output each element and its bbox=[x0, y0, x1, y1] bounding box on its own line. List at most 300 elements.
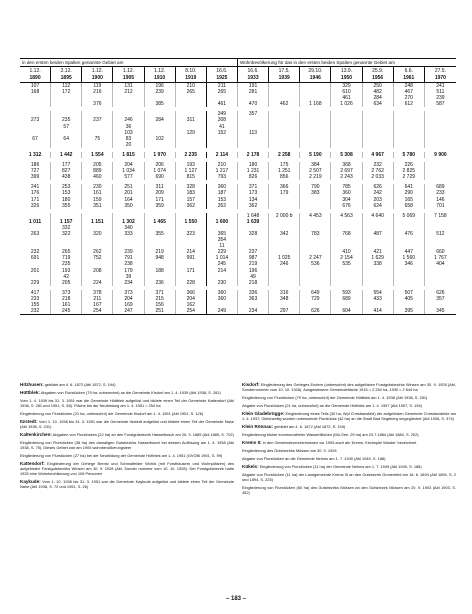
footnote-text: gebildet am 4. 6. 1872 (Abl 1872, S. 194) bbox=[44, 382, 116, 387]
footnote bbox=[242, 464, 456, 469]
table-cell: 355 bbox=[145, 231, 176, 237]
table-cell: 153 bbox=[207, 197, 238, 203]
table-cell: 219 bbox=[238, 261, 269, 267]
table-cell: 612 bbox=[394, 101, 425, 107]
header-year: 1895 bbox=[60, 74, 72, 81]
table-cell: 357 bbox=[436, 295, 445, 302]
table-cell: 336 bbox=[238, 290, 269, 296]
footnote bbox=[20, 432, 234, 437]
footnotes bbox=[20, 382, 456, 498]
table-cell: 610 bbox=[331, 89, 362, 95]
table-cell: 350 bbox=[113, 203, 144, 209]
table-cell: 1 312 bbox=[20, 152, 51, 158]
table-cell: 658 bbox=[394, 203, 425, 209]
table-cell: 265 bbox=[207, 89, 238, 95]
table-cell: 487 bbox=[363, 231, 394, 237]
header-column bbox=[207, 67, 238, 82]
table-cell: 593 bbox=[331, 290, 362, 296]
table-cell: 414 bbox=[363, 308, 394, 314]
table-cell: 362 bbox=[238, 203, 269, 209]
header-year: 1890 bbox=[29, 74, 41, 81]
page-number: – 183 – bbox=[225, 596, 247, 602]
table-cell: 214 bbox=[176, 249, 207, 255]
header-column bbox=[113, 67, 144, 82]
table-cell: 577 bbox=[113, 174, 144, 180]
footnote-text: Eingliederung der Gehege Brentz und Schmalfelder Wohld (mit Forsthäusern und Wohnplätzen) des aufgelösten Forstgutsbezirks Winsen am 30. 9. 1928 (Abl, Sonder nummer vom 10. 10. 1928). Der Forstgutsbezirk hatte 1925 eine Wohnbevölkerung von 106 Personen bbox=[20, 461, 234, 476]
footnote-text: gebildet am 4. 6. 1872 (Abl 1872, S. 194) bbox=[274, 424, 346, 429]
footnote-title: Itzstedt: bbox=[20, 419, 38, 424]
table-cell: 235 bbox=[51, 261, 82, 267]
table-cell: 554 bbox=[363, 290, 394, 296]
table-cell: 470 bbox=[238, 101, 269, 107]
table-cell: 2 258 bbox=[269, 152, 300, 158]
table-cell: 690 bbox=[145, 174, 176, 180]
table-cell: 245 bbox=[207, 261, 238, 267]
table-cell: 783 bbox=[300, 231, 331, 237]
table-cell: 284 bbox=[363, 95, 394, 101]
table-cell: 113 bbox=[238, 130, 269, 136]
table-cell: 2 033 bbox=[363, 174, 394, 180]
table-cell: 206 bbox=[145, 162, 176, 168]
table-cell: 75 bbox=[82, 136, 113, 142]
footnote-text: Vom 1. 10. 1938 bis 31. 3. 1951 war die Gemeinde Itzstedt aufgelöst und bildete einen Teil der Gemeinde Nahe (Abl 1938, S. 231) bbox=[20, 419, 234, 429]
footnote-title: Hitzhusen: bbox=[20, 382, 44, 387]
table-cell: 273 bbox=[20, 117, 51, 123]
footnote bbox=[20, 479, 234, 489]
header-column bbox=[20, 67, 51, 82]
table-cell: 251 bbox=[145, 308, 176, 314]
table-cell: 1 815 bbox=[113, 152, 144, 158]
table-cell: 727 bbox=[20, 168, 51, 174]
table-cell: 624 bbox=[363, 203, 394, 209]
table-cell: 371 bbox=[145, 290, 176, 296]
table-cell: 1 600 bbox=[207, 219, 238, 225]
table-cell: 179 bbox=[113, 268, 144, 274]
table-cell: 604 bbox=[331, 308, 362, 314]
table-cell: 1 168 bbox=[300, 101, 331, 107]
header-date: 27.5. bbox=[434, 68, 446, 74]
header-year: 1925 bbox=[216, 74, 228, 81]
table-cell: 232 bbox=[363, 162, 394, 168]
footnote bbox=[20, 382, 234, 387]
footnote-title: Klein Rönnau: bbox=[242, 424, 274, 429]
table-cell: 1 014 bbox=[207, 255, 238, 261]
table-cell: 641 bbox=[394, 184, 425, 190]
table-cell: 239 bbox=[113, 249, 144, 255]
table-cell: 329 bbox=[331, 83, 362, 89]
footnote-text: Eingliederung des Geheges Endern (unbewohnt) des aufgelösten Forstgutsbezirks Winsen am 30. 9. 1928 (Abl, Sondernummer vom 10. 10. 1928). Ausgewiesene Gemeindefläche 1915 = 2 254 ha, 1930 = 2 644 ha bbox=[242, 382, 456, 392]
table-cell: 785 bbox=[331, 184, 362, 190]
table-cell: 2 000 b bbox=[269, 213, 300, 219]
table-cell: 752 bbox=[82, 255, 113, 261]
footnote-text: Eingliederung von Flurstücken (79 ha, unbewohnt) der Gemeinde Hüttblek am 1. 4. 1938 (Abl 1938, S. 281) bbox=[242, 395, 428, 400]
table-cell: 476 bbox=[394, 231, 425, 237]
footnote-title: Klein Gladebrügge: bbox=[242, 411, 285, 416]
table-cell: 701 bbox=[436, 202, 445, 209]
table-cell: 385 bbox=[145, 101, 176, 107]
table-cell: 11 bbox=[207, 243, 238, 249]
footnotes-left bbox=[20, 382, 234, 498]
table-cell: 254 bbox=[176, 308, 207, 314]
table-cell: 180 bbox=[238, 162, 269, 168]
footnote-title: Kisdorf: bbox=[242, 382, 260, 387]
footnote-text: Eingliederung von Flurstücken (60 ha) des Gutsbezirks Mössen an den Gutsbezirk Mössen am 20. 9. 1903 (Abl 1903, S. 452) bbox=[242, 485, 456, 495]
table-cell: 323 bbox=[176, 231, 207, 237]
table-cell: 281 bbox=[238, 89, 269, 95]
table-cell: 171 bbox=[176, 268, 207, 274]
table-cell: 360 bbox=[207, 290, 238, 296]
table-cell: 168 bbox=[20, 89, 51, 95]
table-cell: 171 bbox=[20, 197, 51, 203]
table-cell: 349 bbox=[207, 111, 238, 117]
table-body bbox=[20, 83, 456, 317]
footnote-text: Abgabe von Flurstücken (21 ha, unbewohnt) an die Gemeinde Hüttblek am 1. 4. 1957 (Abl 1957, S. 154) bbox=[242, 403, 422, 408]
table-cell: 373 bbox=[51, 290, 82, 296]
table-cell: 218 bbox=[51, 296, 82, 302]
header-date: 17.5. bbox=[278, 68, 290, 74]
table-cell: 461 bbox=[331, 95, 362, 101]
table-cell: 247 bbox=[113, 308, 144, 314]
table-cell: 57 bbox=[51, 124, 82, 130]
footnote-text: Eingliederung bisher kommunalfreier Wasserflächen (Mü-See, 29 ha) am 23.7.1884 (Abl 1884, S. 202) bbox=[242, 432, 419, 437]
table-cell: 219 bbox=[145, 249, 176, 255]
footnote-title: Kattendorf: bbox=[20, 461, 45, 466]
table-cell: 20 bbox=[113, 142, 144, 148]
table-cell: 987 bbox=[238, 255, 269, 261]
table-cell: 461 bbox=[207, 101, 238, 107]
table-cell: 345 bbox=[436, 308, 445, 315]
header-date: 6.6. bbox=[404, 68, 413, 74]
table-cell: 676 bbox=[331, 203, 362, 209]
table-cell: 246 bbox=[113, 117, 144, 123]
table-cell: 270 bbox=[394, 95, 425, 101]
table-cell: 205 bbox=[82, 162, 113, 168]
header-year: 1910 bbox=[154, 74, 166, 81]
table-cell: 102 bbox=[145, 136, 176, 142]
table-cell: 2 825 bbox=[394, 168, 425, 174]
table-cell: 460 bbox=[82, 174, 113, 180]
table-cell: 172 bbox=[51, 89, 82, 95]
table-cell: 512 bbox=[436, 230, 445, 237]
table-cell: 36 bbox=[113, 124, 144, 130]
table-cell: 4 967 bbox=[363, 152, 394, 158]
table-cell: 1 034 bbox=[113, 168, 144, 174]
table-cell: 246 bbox=[269, 261, 300, 267]
footnotes-right bbox=[242, 382, 456, 498]
header-column bbox=[51, 67, 82, 82]
table-cell: 649 bbox=[300, 290, 331, 296]
footnote-text: Eingliederung von Flurstücken (38 ha) des damaligen Gutsbezirks Hasselbusch bei dessen Auflösung am 1. 4. 1938 (Abl 1938, S. 75). Dieses Gebiet war am 1905 wohnbevölkerungsleer bbox=[20, 440, 234, 450]
footnote-title: Krems II: bbox=[242, 440, 262, 445]
table-cell: 103 bbox=[113, 130, 144, 136]
table-cell: 214 bbox=[207, 268, 238, 274]
table-cell: 156 bbox=[145, 302, 176, 308]
header-column bbox=[363, 67, 394, 82]
table-cell: 689 bbox=[331, 296, 362, 302]
table-cell: 587 bbox=[436, 101, 445, 108]
table-cell: 626 bbox=[363, 184, 394, 190]
table-cell: 180 bbox=[51, 197, 82, 203]
table-cell: 262 bbox=[82, 249, 113, 255]
footnote-title: Kaykude: bbox=[20, 479, 41, 484]
header-date: 16.6. bbox=[216, 68, 228, 74]
table-cell: 326 bbox=[20, 203, 51, 209]
footnote bbox=[20, 453, 234, 458]
table-cell: 186 bbox=[20, 162, 51, 168]
header-column bbox=[425, 67, 456, 82]
table-cell: 164 bbox=[113, 197, 144, 203]
table-cell: 249 bbox=[207, 308, 238, 314]
table-cell: 1 465 bbox=[145, 219, 176, 225]
table-cell: 373 bbox=[113, 290, 144, 296]
table-cell: 405 bbox=[394, 296, 425, 302]
footnote-text: Eingliederung von Flurstücken (21 ha, unbewohnt) der Gemeinde Kisdorf am 1. 4. 1951 (Abl 1951, S. 126) bbox=[20, 411, 204, 416]
table-cell: 689 bbox=[436, 184, 445, 191]
table-cell: 308 bbox=[207, 117, 238, 123]
header-column bbox=[300, 67, 331, 82]
table-cell: 691 bbox=[20, 255, 51, 261]
table-cell: 83 bbox=[113, 136, 144, 142]
table-cell: 366 bbox=[269, 184, 300, 190]
table-cell: 1 151 bbox=[82, 219, 113, 225]
table-cell: 5 190 bbox=[300, 152, 331, 158]
table-cell: 284 bbox=[145, 117, 176, 123]
table-cell: 507 bbox=[394, 290, 425, 296]
table-cell: 129 bbox=[176, 130, 207, 136]
header-year: 1900 bbox=[91, 74, 103, 81]
table-cell: 134 bbox=[238, 197, 269, 203]
header-date: 1.12. bbox=[122, 68, 135, 74]
footnote-text: Eingliederung des Gutsbezirks Mössen am 30. 9. 1928 bbox=[242, 448, 337, 453]
table-cell: 216 bbox=[82, 89, 113, 95]
table-cell: 159 bbox=[82, 197, 113, 203]
table-cell: 791 bbox=[113, 255, 144, 261]
footnote-text: Eingliederung von Flurstücken (27 ha) bei der Neubildung der Gemeinde Hüttblek am 1. 4. 1951 (GVOBl 1951, S. 99) bbox=[20, 453, 223, 458]
footnote bbox=[20, 440, 234, 450]
table-cell: 328 bbox=[176, 184, 207, 190]
table-cell: 193 bbox=[51, 268, 82, 274]
table-cell: 169 bbox=[113, 302, 144, 308]
header-column bbox=[331, 67, 362, 82]
table-cell: 1 648 bbox=[238, 213, 269, 219]
table-cell: 1 554 bbox=[82, 152, 113, 158]
table-cell: 187 bbox=[207, 190, 238, 196]
table-cell: 362 bbox=[176, 203, 207, 209]
table-cell: 363 bbox=[238, 296, 269, 302]
table-cell: 239 bbox=[436, 95, 445, 102]
footnote bbox=[242, 448, 456, 453]
footnote-text: Abgaben von Flurstücken (22 ha) an den Forstgutsbezirk Hasselbusch am 26. 3. 1885 (Abl 1885, S. 702) bbox=[52, 432, 234, 437]
table-cell: 5 308 bbox=[331, 152, 362, 158]
table-cell: 250 bbox=[363, 83, 394, 89]
table-cell: 119 bbox=[82, 83, 113, 89]
footnote bbox=[242, 456, 456, 461]
table-cell: 1 026 bbox=[331, 101, 362, 107]
table-cell: 311 bbox=[145, 184, 176, 190]
table-cell: 239 bbox=[145, 89, 176, 95]
table-cell: 251 bbox=[113, 184, 144, 190]
table-cell: 237 bbox=[82, 117, 113, 123]
table-cell: 263 bbox=[20, 231, 51, 237]
table-cell: 359 bbox=[145, 203, 176, 209]
table-cell: 395 bbox=[394, 308, 425, 314]
table-cell: 146 bbox=[436, 196, 445, 203]
table-cell: 196 bbox=[238, 268, 269, 274]
table-cell: 4 453 bbox=[300, 213, 331, 219]
table-cell: 230 bbox=[207, 280, 238, 286]
table-cell: 153 bbox=[51, 190, 82, 196]
table-cell: 210 bbox=[207, 162, 238, 168]
table-cell: 1 127 bbox=[176, 168, 207, 174]
table-cell: 1 025 bbox=[269, 255, 300, 261]
table-cell: 177 bbox=[51, 162, 82, 168]
table-cell: 438 bbox=[51, 174, 82, 180]
table-cell: 234 bbox=[238, 308, 269, 314]
header-date: 1.12. bbox=[91, 68, 103, 74]
header-year: 1933 bbox=[247, 74, 259, 81]
table-cell: 991 bbox=[176, 255, 207, 261]
table-cell: 131 bbox=[113, 83, 144, 89]
table-cell: 2 243 bbox=[331, 174, 362, 180]
table-cell: 152 bbox=[207, 130, 238, 136]
table-cell: 360 bbox=[331, 190, 362, 196]
table-cell: 384 bbox=[300, 162, 331, 168]
table-cell: 1 217 bbox=[207, 168, 238, 174]
table-cell: 254 bbox=[82, 308, 113, 314]
footnote bbox=[242, 424, 456, 429]
table-cell: 41 bbox=[207, 124, 238, 130]
table-cell: 162 bbox=[176, 302, 207, 308]
table-cell: 467 bbox=[394, 89, 425, 95]
table-cell: 242 bbox=[363, 190, 394, 196]
table-cell: 209 bbox=[145, 190, 176, 196]
footnote bbox=[242, 395, 456, 400]
table-cell: 511 bbox=[436, 89, 445, 96]
table-cell: 365 bbox=[207, 231, 238, 237]
table-cell: 4 640 bbox=[363, 213, 394, 219]
table-cell: 322 bbox=[51, 231, 82, 237]
table-cell: 536 bbox=[300, 261, 331, 267]
table-bottom-rule bbox=[20, 314, 456, 317]
table-cell: 175 bbox=[269, 162, 300, 168]
table-cell: 228 bbox=[176, 280, 207, 286]
footnote bbox=[242, 432, 456, 437]
table-cell: 183 bbox=[176, 190, 207, 196]
header-date: 1.12. bbox=[29, 68, 41, 74]
table-cell: 248 bbox=[394, 83, 425, 89]
footnote bbox=[20, 398, 234, 408]
table-cell: 790 bbox=[300, 184, 331, 190]
table-cell: 193 bbox=[176, 162, 207, 168]
table-cell: 660 bbox=[436, 249, 445, 256]
footnote bbox=[20, 411, 234, 416]
table-cell: 889 bbox=[82, 168, 113, 174]
table-cell: 304 bbox=[331, 197, 362, 203]
table-cell: 2 114 bbox=[207, 152, 238, 158]
table-cell: 7 158 bbox=[434, 212, 447, 219]
table-cell: 235 bbox=[51, 117, 82, 123]
table-header bbox=[20, 58, 456, 83]
table-cell: 176 bbox=[20, 190, 51, 196]
header-date: 13.9. bbox=[340, 68, 353, 74]
table-cell: 351 bbox=[82, 203, 113, 209]
table-cell: 311 bbox=[176, 117, 207, 123]
table-cell: 826 bbox=[238, 174, 269, 180]
table-cell: 1 251 bbox=[269, 168, 300, 174]
table-cell: 1 560 bbox=[394, 255, 425, 261]
footnote-title: Kaltenkirchen: bbox=[20, 432, 52, 437]
table-cell: 316 bbox=[269, 290, 300, 296]
table-cell: 204 bbox=[176, 296, 207, 302]
table-cell: 265 bbox=[176, 89, 207, 95]
table-cell: 2 507 bbox=[300, 168, 331, 174]
header-year: 1946 bbox=[309, 74, 321, 81]
footnote-text: Vom 1. 10. 1938 bis 31. 3. 1951 war die Gemeinde Kaykude aufgelöst und bildete einen Teil der Gemeinde Nahe (Abl 1938, S. 72 und 1951, S. 26) bbox=[20, 479, 234, 489]
table-cell: 447 bbox=[394, 249, 425, 255]
table-cell: 2 247 bbox=[300, 255, 331, 261]
table-cell: 5 780 bbox=[394, 152, 425, 158]
footnote bbox=[20, 390, 234, 395]
table-cell: 371 bbox=[238, 184, 269, 190]
table-cell: 253 bbox=[51, 184, 82, 190]
table-cell: 212 bbox=[113, 89, 144, 95]
statistics-table bbox=[20, 58, 456, 317]
table-cell: 236 bbox=[145, 280, 176, 286]
table-cell: 2 154 bbox=[331, 255, 362, 261]
table-cell: 376 bbox=[82, 101, 113, 107]
table-cell: 107 bbox=[20, 83, 51, 89]
table-cell: 333 bbox=[113, 231, 144, 237]
table-cell: 237 bbox=[238, 249, 269, 255]
header-column bbox=[394, 67, 425, 82]
footnote bbox=[242, 440, 456, 445]
table-cell: 433 bbox=[363, 296, 394, 302]
header-date: 16.6. bbox=[247, 68, 259, 74]
table-cell: 238 bbox=[113, 261, 144, 267]
table-cell: 2 219 bbox=[300, 174, 331, 180]
footnote-text: Abgabe von Flurstücken (11 ha) der Landgemeinde Krems III an den Gutsbezirk Gronenfeld am 18. 6. 1894 (Abl 1894, S. 2 und 1894, S. 225) bbox=[242, 472, 456, 482]
table-cell: 342 bbox=[269, 231, 300, 237]
footnote-title: Hüttblek: bbox=[20, 390, 40, 395]
table-cell: 229 bbox=[20, 280, 51, 286]
table-cell: 233 bbox=[436, 190, 445, 197]
footnote-title: Kükels: bbox=[242, 464, 259, 469]
table-cell: 1 302 bbox=[113, 219, 144, 225]
table-cell: 1 767 bbox=[434, 255, 447, 262]
table-cell: 290 bbox=[394, 190, 425, 196]
table-cell: 179 bbox=[269, 190, 300, 196]
footnote-text: Eingliederung von Flurstücken (11 ha) der Gemeinde Nehms am 1. 7. 1949 (Abl 1949, S. 188) bbox=[259, 464, 422, 469]
table-cell: 196 bbox=[145, 83, 176, 89]
header-year: 1905 bbox=[122, 74, 135, 81]
table-cell: 161 bbox=[82, 190, 113, 196]
header-column bbox=[269, 67, 300, 82]
table-cell: 241 bbox=[436, 83, 445, 89]
table-cell: 634 bbox=[363, 101, 394, 107]
table-cell: 346 bbox=[394, 261, 425, 267]
footnote bbox=[242, 403, 456, 408]
footnote bbox=[242, 411, 456, 421]
footnote bbox=[242, 382, 456, 392]
table-cell: 626 bbox=[436, 289, 445, 296]
table-cell: 1 639 bbox=[238, 219, 269, 225]
table-cell: 383 bbox=[300, 190, 331, 196]
header-year: 1961 bbox=[403, 74, 415, 81]
table-cell: 232 bbox=[20, 249, 51, 255]
footnote bbox=[20, 419, 234, 429]
table-cell: 64 bbox=[51, 136, 82, 142]
header-column bbox=[238, 67, 269, 82]
